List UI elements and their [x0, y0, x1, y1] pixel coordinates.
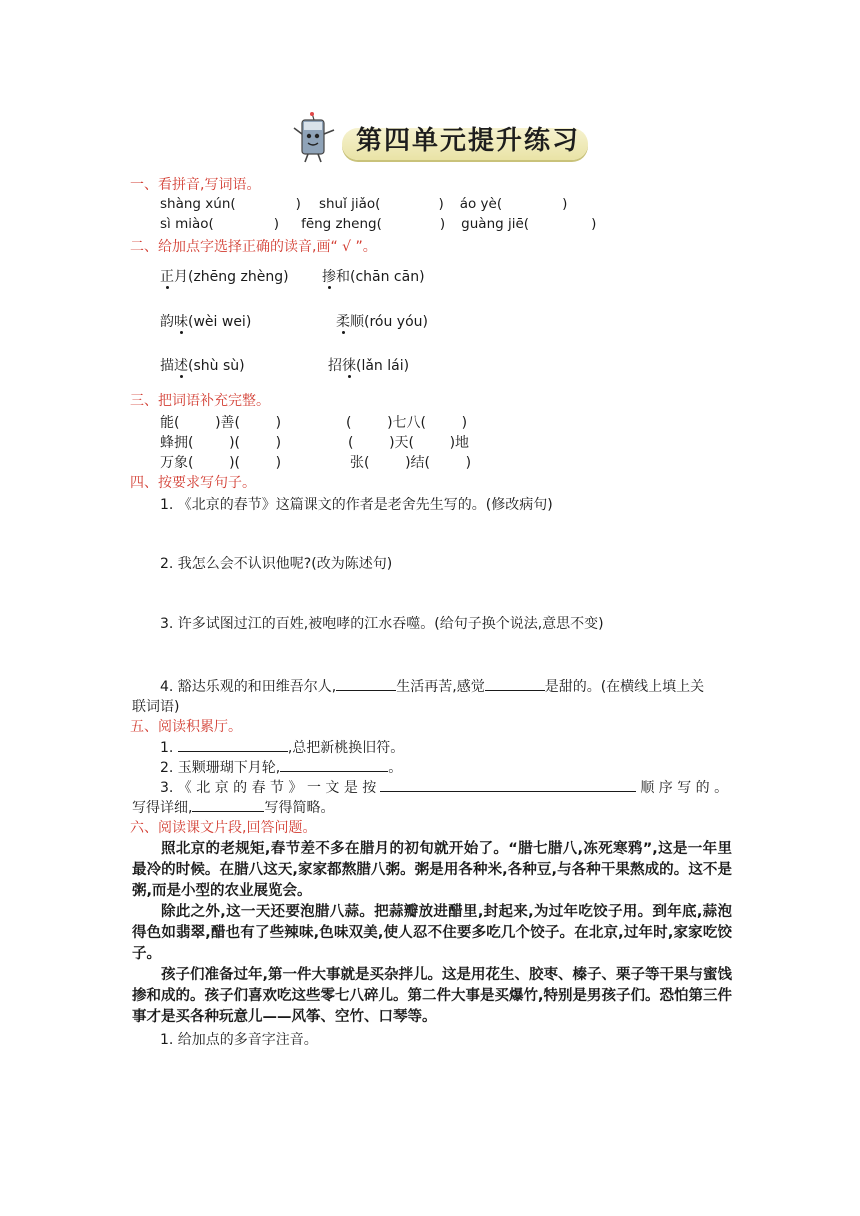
idiom-left-1: 能( )善( ) [160, 415, 282, 431]
question-6-1: 1. 给加点的多音字注音。 [160, 1032, 318, 1048]
unit-header [286, 112, 606, 166]
idiom-right-3: 张( )结( ) [350, 455, 472, 471]
question-5-3-cont [132, 797, 334, 817]
q5-2-text: 2. 玉颗珊瑚下月轮, [160, 760, 281, 776]
paren-close: ) [273, 216, 280, 232]
pinyin-item: fēng zheng( [301, 216, 382, 232]
reading-item [336, 311, 428, 331]
pinyin-item: shàng xún( [160, 196, 236, 212]
dotted-char: 掺 [322, 269, 336, 285]
page-title: 第四单元提升练习 [356, 126, 581, 156]
idiom-right-2: ( )天( )地 [348, 435, 470, 451]
answer-blank[interactable] [280, 757, 388, 772]
question-5-1 [160, 737, 404, 757]
section-3-title: 三、把词语补充完整。 [130, 393, 270, 409]
dotted-char: 柔 [336, 314, 350, 330]
reading-item [322, 266, 425, 286]
reading-item [328, 355, 409, 375]
item-post: (shù sù) [188, 358, 245, 374]
paren-close: ) [591, 216, 597, 232]
idiom-right-1: ( )七八( ) [346, 415, 468, 431]
answer-blank[interactable] [485, 676, 545, 691]
q4-text-a: 4. 豁达乐观的和田维吾尔人, [160, 679, 337, 695]
dotted-char: 徕 [342, 358, 356, 374]
paren-close: ) [295, 196, 301, 212]
item-post: 和(chān cān) [336, 269, 425, 285]
item-post: (lǎn lái) [356, 358, 410, 374]
item-pre: 招 [328, 358, 342, 374]
pinyin-item: áo yè( [459, 196, 503, 212]
idiom-left-3: 万象( )( ) [160, 455, 282, 471]
section-2-title: 二、给加点字选择正确的读音,画“ √ ”。 [130, 239, 377, 255]
question-4-1: 1. 《北京的春节》这篇课文的作者是老舍先生写的。(修改病句) [160, 497, 553, 513]
answer-blank[interactable] [192, 797, 264, 812]
q4-text-b: 生活再苦,感觉 [396, 679, 485, 695]
dotted-char: 述 [174, 358, 188, 374]
paren-close: ) [439, 216, 446, 232]
reading-item [160, 311, 251, 331]
pinyin-item: guàng jiē( [461, 216, 530, 232]
dotted-char: 正 [160, 269, 174, 285]
item-post: 月(zhēng zhèng) [174, 269, 289, 285]
reading-paragraph-3: 孩子们准备过年,第一件大事就是买杂拌儿。这是用花生、胶枣、榛子、栗子等干果与蜜饯掺和成的。孩子们喜欢吃这些零七八碎儿。第二件大事是买爆竹,特别是男孩子们。恐怕第三件事才是买各种玩意儿——风筝、空竹、口琴等。 [132, 967, 733, 1025]
pinyin-item: sì miào( [160, 216, 214, 232]
q4-text-c: 是甜的。(在横线上填上关 [544, 679, 705, 695]
q5-3-text-d: 写得简略。 [264, 800, 335, 816]
q5-1-text: ,总把新桃换旧符。 [287, 740, 405, 756]
answer-blank[interactable] [178, 737, 288, 752]
section-5-title: 五、阅读积累厅。 [130, 719, 242, 735]
item-pre: 韵 [160, 314, 174, 330]
reading-paragraph-1: 照北京的老规矩,春节差不多在腊月的初旬就开始了。“腊七腊八,冻死寒鸦”,这是一年里最冷的时候。在腊八这天,家家都熬腊八粥。粥是用各种米,各种豆,与各种干果熬成的。这不是粥,而是小型的农业展览会。 [132, 841, 732, 899]
reading-paragraph-2: 除此之外,这一天还要泡腊八蒜。把蒜瓣放进醋里,封起来,为过年吃饺子用。到年底,蒜泡得色如翡翠,醋也有了些辣味,色味双美,使人忍不住要多吃几个饺子。在北京,过年时,家家吃饺子。 [132, 904, 732, 962]
question-5-3 [160, 777, 728, 797]
item-post: 顺(róu yóu) [350, 314, 428, 330]
reading-item [160, 266, 289, 286]
item-pre: 描 [160, 358, 174, 374]
question-4-2: 2. 我怎么会不认识他呢?(改为陈述句) [160, 556, 393, 572]
question-5-2 [160, 757, 402, 777]
q5-3-text-c: 写得详细, [132, 800, 193, 816]
pinyin-row-1 [160, 196, 567, 212]
item-post: (wèi wei) [188, 314, 252, 330]
q5-3-end: 顺 序 写 的 。 [640, 780, 729, 796]
question-4-4 [160, 676, 704, 696]
q5-2-end: 。 [388, 760, 403, 776]
paren-close: ) [562, 196, 568, 212]
book-mascot-icon [290, 112, 342, 166]
idiom-left-2: 蜂拥( )( ) [160, 435, 282, 451]
section-4-title: 四、按要求写句子。 [130, 475, 256, 491]
reading-item [160, 355, 245, 375]
answer-blank[interactable] [380, 777, 636, 792]
question-4-3: 3. 许多试图过江的百姓,被咆哮的江水吞噬。(给句子换个说法,意思不变) [160, 616, 604, 632]
question-4-4-cont: 联词语) [132, 699, 180, 715]
section-6-title: 六、阅读课文片段,回答问题。 [130, 820, 317, 836]
answer-blank[interactable] [336, 676, 396, 691]
paren-close: ) [438, 196, 444, 212]
dotted-char: 味 [174, 314, 188, 330]
pinyin-row-2 [160, 216, 596, 232]
q5-1-num: 1. [160, 740, 178, 756]
section-1-title: 一、看拼音,写词语。 [130, 177, 261, 193]
pinyin-item: shuǐ jiǎo( [318, 196, 381, 212]
q5-3-text: 3. 《 北 京 的 春 节 》 一 文 是 按 [160, 780, 377, 796]
